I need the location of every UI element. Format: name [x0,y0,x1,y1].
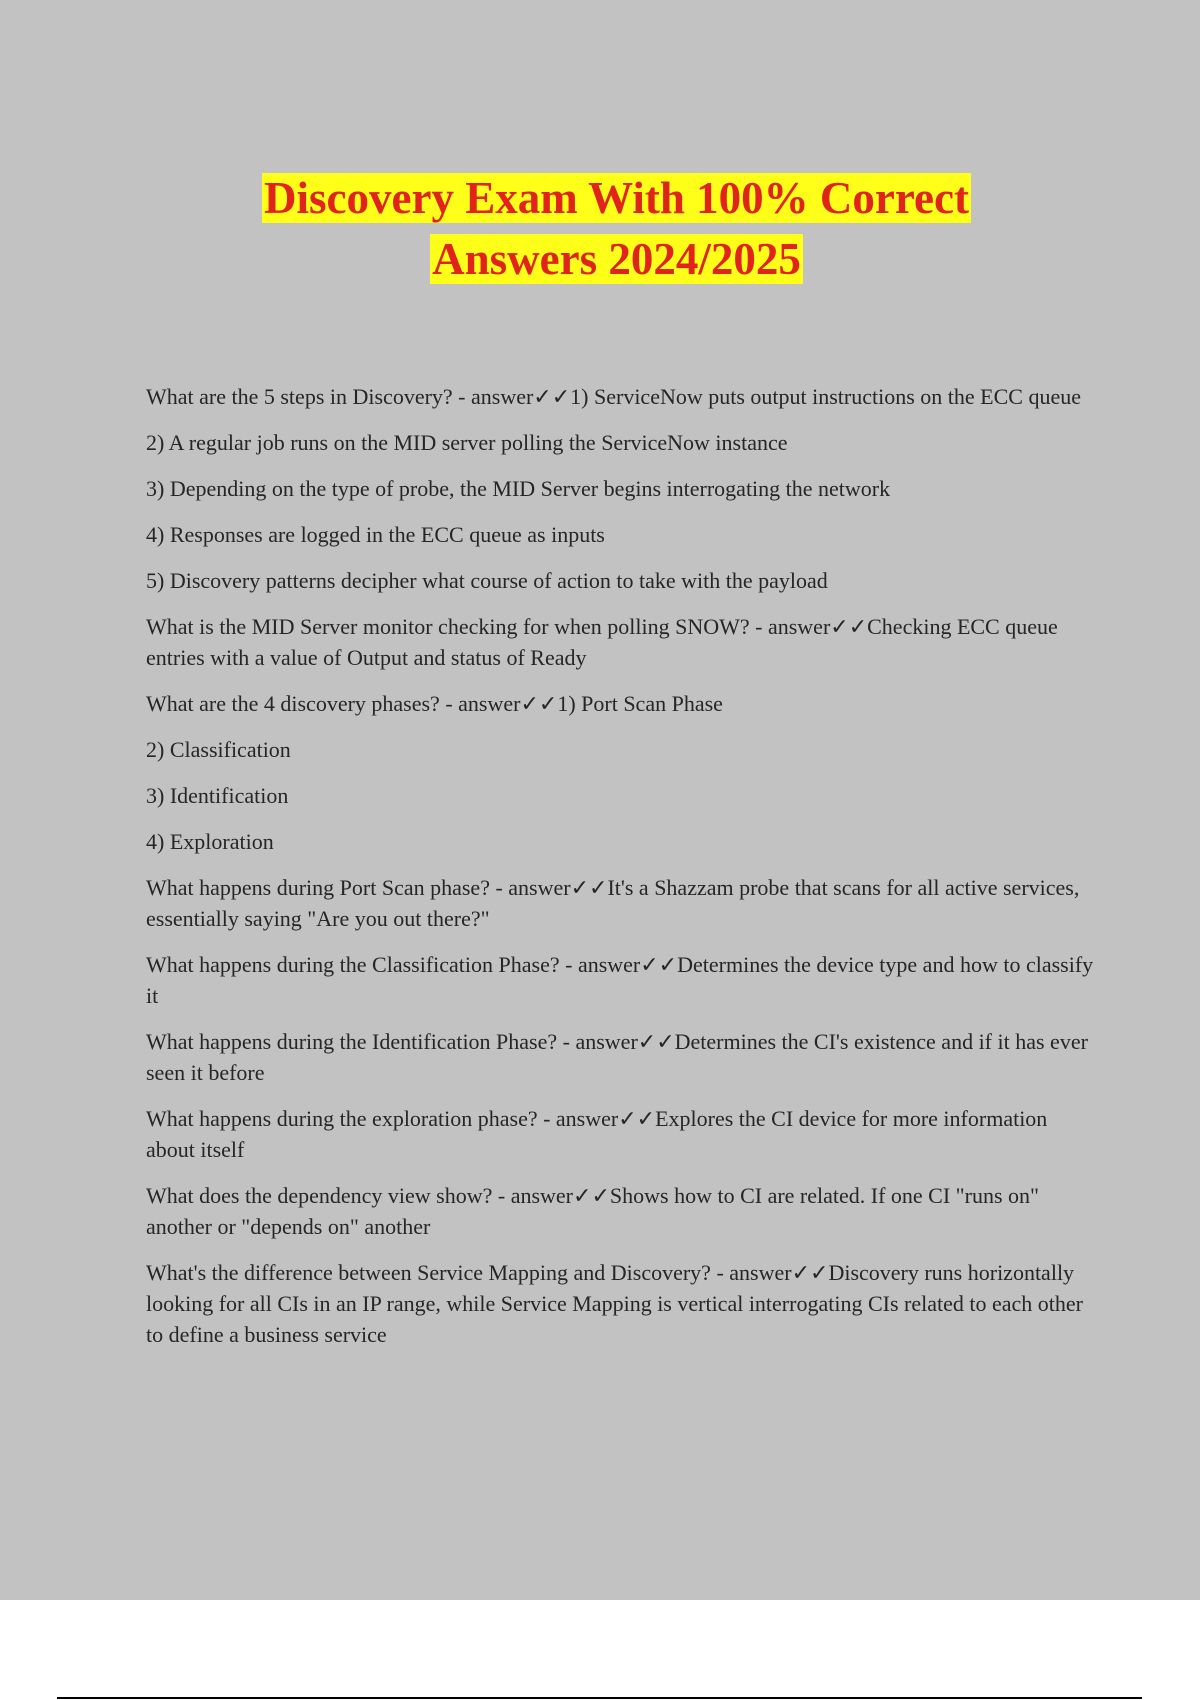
qa-paragraph: 3) Depending on the type of probe, the MID Server begins interrogating the network [146,476,891,501]
qa-content [146,381,1096,1365]
qa-paragraph: 2) Classification [146,737,291,762]
document-title [0,168,1200,290]
title-line-2: Answers 2024/2025 [432,234,801,284]
qa-paragraph: What does the dependency view show? - answer✓✓Shows how to CI are related. If one CI "runs on" another or "depends on" another [146,1183,1040,1239]
qa-paragraph: What are the 5 steps in Discovery? - answer✓✓1) ServiceNow puts output instructions on the ECC queue [146,384,1081,409]
qa-paragraph: What is the MID Server monitor checking for when polling SNOW? - answer✓✓Checking ECC queue entries with a value of Output and status of Ready [146,614,1058,670]
footer-divider [57,1697,1142,1699]
qa-paragraph: 3) Identification [146,783,289,808]
qa-paragraph: What happens during the exploration phase? - answer✓✓Explores the CI device for more information about itself [146,1106,1048,1162]
qa-paragraph: 5) Discovery patterns decipher what course of action to take with the payload [146,568,828,593]
qa-paragraph: What happens during the Classification Phase? - answer✓✓Determines the device type and how to classify it [146,952,1094,1008]
qa-paragraph: What happens during Port Scan phase? - answer✓✓It's a Shazzam probe that scans for all active services, essentially saying "Are you out there?" [146,875,1080,931]
title-line-1: Discovery Exam With 100% Correct [264,173,969,223]
qa-paragraph: What's the difference between Service Mapping and Discovery? - answer✓✓Discovery runs horizontally looking for all CIs in an IP range, while Service Mapping is vertical interrogating CIs related to each other to define a business service [146,1260,1083,1347]
qa-paragraph: What happens during the Identification Phase? - answer✓✓Determines the CI's existence and if it has ever seen it before [146,1029,1088,1085]
qa-paragraph: 4) Responses are logged in the ECC queue as inputs [146,522,605,547]
qa-paragraph: What are the 4 discovery phases? - answer✓✓1) Port Scan Phase [146,691,723,716]
qa-paragraph: 2) A regular job runs on the MID server polling the ServiceNow instance [146,430,788,455]
qa-paragraph: 4) Exploration [146,829,274,854]
